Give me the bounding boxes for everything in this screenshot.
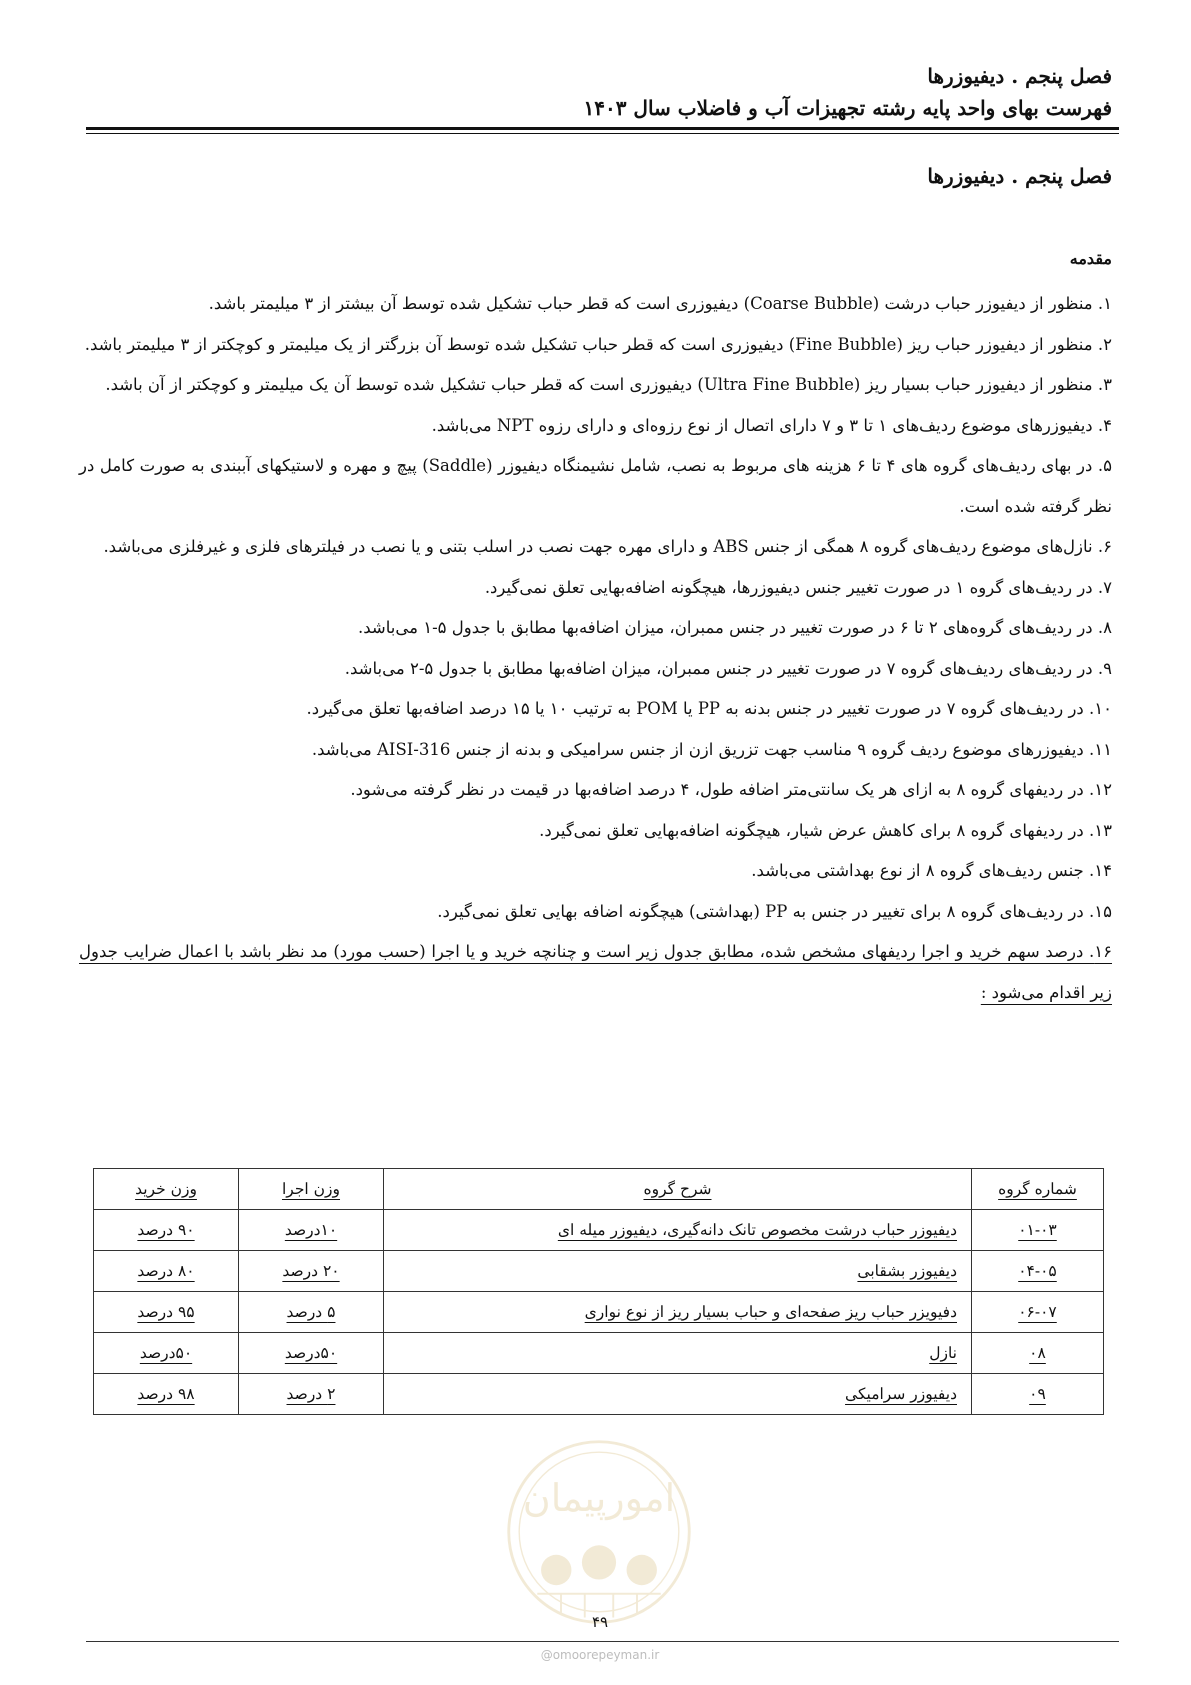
website-watermark: @omoorepeyman.ir [540, 1648, 660, 1662]
group-description-cell: دفیویزر حباب ریز صفحه‌ای و حباب بسیار ریز از نوع نواری [384, 1292, 972, 1333]
intro-item-9: ۹. در ردیف‌های ردیف‌های گروه ۷ در صورت تغییر در جنس ممبران، میزان اضافه‌بها مطابق با جدول ۵-۲ می‌باشد. [344, 658, 1112, 678]
group-description-cell: دیفیوزر سرامیکی [384, 1374, 972, 1415]
intro-heading: مقدمه [1069, 249, 1112, 268]
execution-weight-cell: ۱۰درصد [239, 1210, 384, 1251]
table-row [94, 1251, 1104, 1292]
intro-item-3: ۳. منظور از دیفیوزر حباب بسیار ریز (Ultra Fine Bubble) دیفیوزری است که قطر حباب تشکیل شده توسط آن یک میلیمتر و کوچکتر از آن باشد. [105, 375, 1112, 394]
group-number-cell: ۰۹ [972, 1374, 1104, 1415]
intro-item-12: ۱۲. در ردیفهای گروه ۸ به ازای هر یک سانتی‌متر اضافه طول، ۴ درصد اضافه‌بها در قیمت در نظر گرفته می‌شود. [350, 780, 1112, 799]
intro-item-14: ۱۴. جنس ردیف‌های گروه ۸ از نوع بهداشتی می‌باشد. [751, 861, 1112, 880]
purchase-weight-cell: ۹۵ درصد [94, 1292, 239, 1333]
purchase-weight-cell: ۵۰درصد [94, 1333, 239, 1374]
intro-item-2: ۲. منظور از دیفیوزر حباب ریز (Fine Bubble) دیفیوزری است که قطر حباب تشکیل شده توسط آن بزرگتر از یک میلیمتر و کوچکتر از ۳ میلیمتر باشد. [84, 334, 1112, 354]
execution-weight-cell: ۲۰ درصد [239, 1251, 384, 1292]
group-description-cell: دیفیوزر حباب درشت مخصوص تانک دانه‌گیری، دیفیوزر میله ای [384, 1210, 972, 1251]
header-purchase-weight: وزن خرید [94, 1169, 239, 1210]
header-group-number: شماره گروه [972, 1169, 1104, 1210]
watermark-seal-logo [504, 1437, 694, 1627]
table-row [94, 1210, 1104, 1251]
table-header-row [94, 1169, 1104, 1210]
group-description-cell: دیفیوزر بشقابی [384, 1251, 972, 1292]
running-header [79, 60, 1112, 124]
intro-item-15: ۱۵. در ردیف‌های گروه ۸ برای تغییر در جنس به PP (بهداشتی) هیچگونه اضافه بهایی تعلق نمی‌گیرد. [437, 901, 1112, 921]
intro-item-4: ۴. دیفیوزرهای موضوع ردیف‌های ۱ تا ۳ و ۷ دارای اتصال از نوع رزوه‌ای و دارای رزوه NPT می‌باشد. [431, 415, 1112, 435]
header-group-description: شرح گروه [384, 1169, 972, 1210]
intro-item-13: ۱۳. در ردیفهای گروه ۸ برای کاهش عرض شیار، هیچگونه اضافه‌بهایی تعلق نمی‌گیرد. [539, 820, 1112, 840]
intro-item-5: ۵. در بهای ردیف‌های گروه های ۴ تا ۶ هزینه های مربوط به نصب، شامل نشیمنگاه دیفیوزر (Saddle) پیچ و مهره و لاستیکهای آببندی به صورت کامل در نظر گرفته شده است. [79, 456, 1113, 516]
intro-item-8: ۸. در ردیف‌های گروه‌های ۲ تا ۶ در صورت تغییر در جنس ممبران، میزان اضافه‌بها مطابق با جدول ۵-۱ می‌باشد. [358, 618, 1112, 637]
svg-text:امورپیمان: امورپیمان [522, 1476, 676, 1521]
group-number-cell: ۰۴-۰۵ [972, 1251, 1104, 1292]
intro-item-6: ۶. نازل‌های موضوع ردیف‌های گروه ۸ همگی از جنس ABS و دارای مهره جهت نصب در اسلب بتنی و یا نصب در فیلترهای فلزی و غیرفلزی می‌باشد. [103, 537, 1112, 556]
execution-weight-cell: ۵ درصد [239, 1292, 384, 1333]
header-title: فهرست بهای واحد پایه رشته تجهیزات آب و فاضلاب سال ۱۴۰۳ [583, 96, 1112, 120]
purchase-weight-cell: ۹۰ درصد [94, 1210, 239, 1251]
intro-item-16: ۱۶. درصد سهم خرید و اجرا ردیفهای مشخص شده، مطابق جدول زیر است و چنانچه خرید و یا اجرا (حسب مورد) مد نظر باشد با اعمال ضرایب جدول زیر اقدام می‌شود : [79, 942, 1112, 1002]
footer-rule [86, 1641, 1119, 1642]
header-rule-thick [86, 127, 1119, 130]
table-row [94, 1333, 1104, 1374]
purchase-weight-cell: ۸۰ درصد [94, 1251, 239, 1292]
intro-item-7: ۷. در ردیف‌های گروه ۱ در صورت تغییر جنس دیفیوزرها، هیچگونه اضافه‌بهایی تعلق نمی‌گیرد. [484, 577, 1112, 597]
purchase-weight-cell: ۹۸ درصد [94, 1374, 239, 1415]
chapter-title: فصل پنجم . دیفیوزرها [927, 164, 1112, 188]
intro-item-11: ۱۱. دیفیوزرهای موضوع ردیف گروه ۹ مناسب جهت تزریق ازن از جنس سرامیکی و بدنه از جنس AISI-316 می‌باشد. [311, 739, 1112, 759]
group-number-cell: ۰۶-۰۷ [972, 1292, 1104, 1333]
group-number-cell: ۰۸ [972, 1333, 1104, 1374]
group-number-cell: ۰۱-۰۳ [972, 1210, 1104, 1251]
header-chapter: فصل پنجم . دیفیوزرها [927, 64, 1112, 88]
group-description-cell: نازل [384, 1333, 972, 1374]
intro-item-10: ۱۰. در ردیف‌های گروه ۷ در صورت تغییر در جنس بدنه به PP یا POM به ترتیب ۱۰ یا ۱۵ درصد اضافه‌بها تعلق می‌گیرد. [306, 699, 1112, 718]
execution-weight-cell: ۵۰درصد [239, 1333, 384, 1374]
page-number: ۴۹ [591, 1613, 609, 1631]
header-rule-thin [86, 133, 1119, 134]
header-execution-weight: وزن اجرا [239, 1169, 384, 1210]
table-row [94, 1374, 1104, 1415]
purchase-execution-weights-table [93, 1168, 1104, 1415]
table-row [94, 1292, 1104, 1333]
execution-weight-cell: ۲ درصد [239, 1374, 384, 1415]
intro-item-1: ۱. منظور از دیفیوزر حباب درشت (Coarse Bubble) دیفیوزری است که قطر حباب تشکیل شده توسط آن بیشتر از ۳ میلیمتر باشد. [208, 294, 1112, 313]
intro-list [79, 284, 1112, 1013]
